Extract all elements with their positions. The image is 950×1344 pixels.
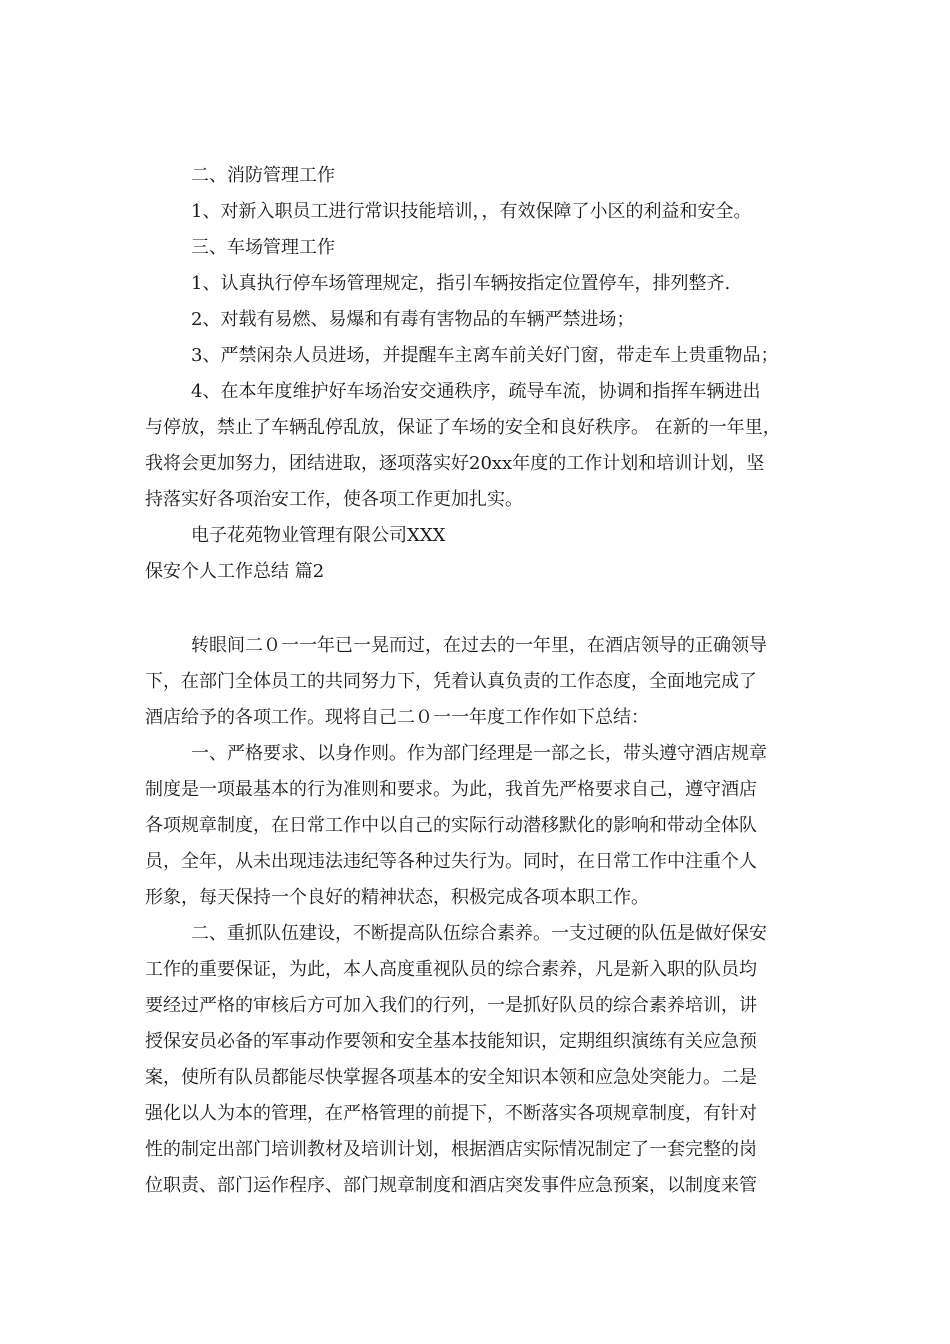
section-2-line: 案，使所有队员都能尽快掌握各项基本的安全知识本领和应急处突能力。二是 xyxy=(145,1067,757,1088)
section-1-line: 一、严格要求、以身作则。作为部门经理是一部之长，带头遵守酒店规章 xyxy=(191,743,767,764)
paragraph-gap xyxy=(145,590,810,628)
parking-item-2: 2、对载有易燃、易爆和有毒有害物品的车辆严禁进场； xyxy=(191,309,635,330)
section-2-line: 授保安员必备的军事动作要领和安全基本技能知识，定期组织演练有关应急预 xyxy=(145,1031,757,1052)
section-1-line: 各项规章制度，在日常工作中以自己的实际行动潜移默化的影响和带动全体队 xyxy=(145,815,757,836)
company-signature: 电子花苑物业管理有限公司XXX xyxy=(191,525,446,546)
intro-line: 下，在部门全体员工的共同努力下，凭着认真负责的工作态度，全面地完成了 xyxy=(145,671,757,692)
section-1-line: 员，全年，从未出现违法违纪等各种过失行为。同时，在日常工作中注重个人 xyxy=(145,851,757,872)
parking-item-1: 1、认真执行停车场管理规定，指引车辆按指定位置停车，排列整齐. xyxy=(191,273,731,294)
parking-item-4-line: 持落实好各项治安工作，使各项工作更加扎实。 xyxy=(145,489,523,510)
section-2-line: 二、重抓队伍建设，不断提高队伍综合素养。一支过硬的队伍是做好保安 xyxy=(191,923,767,944)
parking-item-4-line: 我将会更加努力，团结进取，逐项落实好20xx年度的工作计划和培训计划，坚 xyxy=(145,453,765,474)
document-page xyxy=(145,158,810,1204)
intro-line: 酒店给予的各项工作。现将自己二０一一年度工作作如下总结： xyxy=(145,707,649,728)
intro-line: 转眼间二０一一年已一晃而过，在过去的一年里，在酒店领导的正确领导 xyxy=(191,635,767,656)
parking-item-4-line: 4、在本年度维护好车场治安交通秩序，疏导车流，协调和指挥车辆进出 xyxy=(191,381,761,402)
section-1-line: 形象，每天保持一个良好的精神状态，积极完成各项本职工作。 xyxy=(145,887,649,908)
article-title: 保安个人工作总结 篇2 xyxy=(145,561,325,582)
section-2-line: 性的制定出部门培训教材及培训计划，根据酒店实际情况制定了一套完整的岗 xyxy=(145,1139,757,1160)
section-2-line: 强化以人为本的管理，在严格管理的前提下，不断落实各项规章制度，有针对 xyxy=(145,1103,757,1124)
section-1-line: 制度是一项最基本的行为准则和要求。为此，我首先严格要求自己，遵守酒店 xyxy=(145,779,757,800)
section-2-line: 要经过严格的审核后方可加入我们的行列，一是抓好队员的综合素养培训，讲 xyxy=(145,995,757,1016)
heading-fire-management: 二、消防管理工作 xyxy=(191,165,335,186)
fire-item-1: 1、对新入职员工进行常识技能培训，，有效保障了小区的利益和安全。 xyxy=(191,201,752,222)
heading-parking-management: 三、车场管理工作 xyxy=(191,237,335,258)
section-2-line: 位职责、部门运作程序、部门规章制度和酒店突发事件应急预案，以制度来管 xyxy=(145,1175,757,1196)
parking-item-3: 3、严禁闲杂人员进场，并提醒车主离车前关好门窗，带走车上贵重物品； xyxy=(191,345,779,366)
parking-item-4-line: 与停放，禁止了车辆乱停乱放，保证了车场的安全和良好秩序。 在新的一年里， xyxy=(145,417,781,438)
section-2-line: 工作的重要保证，为此，本人高度重视队员的综合素养，凡是新入职的队员均 xyxy=(145,959,757,980)
